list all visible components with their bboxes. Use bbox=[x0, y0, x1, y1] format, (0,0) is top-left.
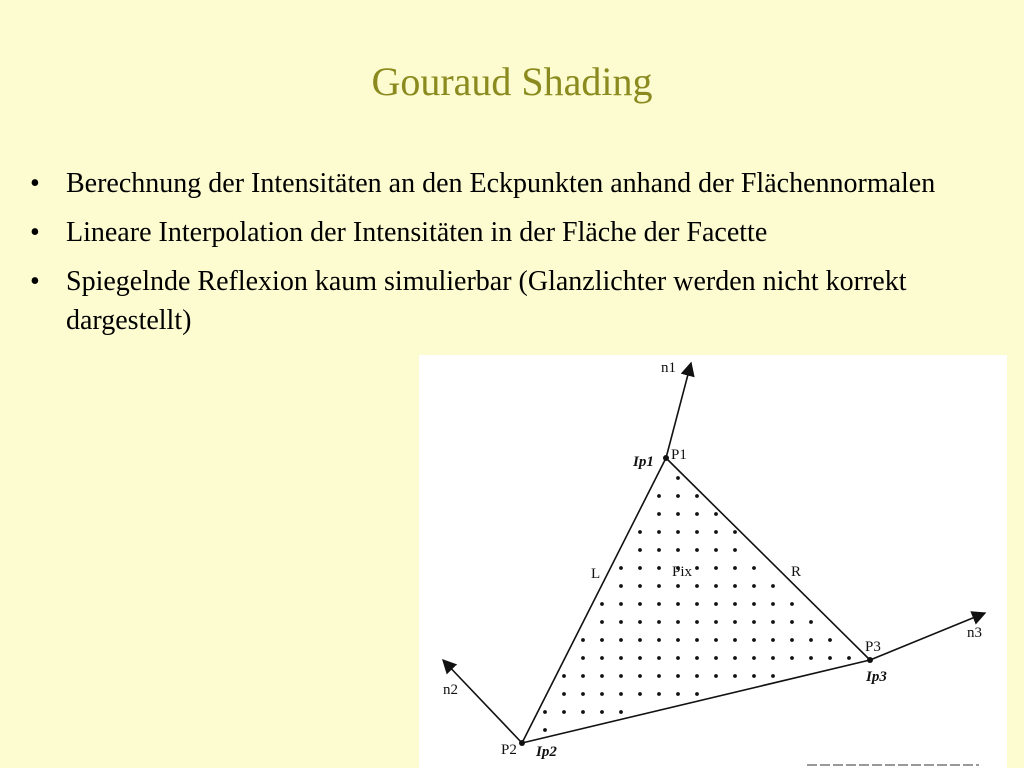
label-n3: n3 bbox=[967, 625, 982, 641]
pixel-dot bbox=[676, 674, 680, 678]
pixel-dot bbox=[771, 656, 775, 660]
pixel-dot bbox=[790, 656, 794, 660]
slide-title: Gouraud Shading bbox=[371, 59, 653, 104]
pixel-dot bbox=[581, 692, 585, 696]
pixel-dot bbox=[619, 638, 623, 642]
pixel-dot bbox=[828, 656, 832, 660]
pixel-dot bbox=[657, 638, 661, 642]
pixel-dot bbox=[676, 656, 680, 660]
pixel-dot bbox=[771, 584, 775, 588]
pixel-dot bbox=[790, 638, 794, 642]
label-l: L bbox=[591, 566, 601, 582]
pixel-dot bbox=[600, 620, 604, 624]
pixel-dot bbox=[695, 656, 699, 660]
pixel-dot bbox=[676, 584, 680, 588]
label-ip3: Ip3 bbox=[866, 669, 887, 685]
pixel-dot bbox=[638, 620, 642, 624]
pixel-dot bbox=[638, 674, 642, 678]
pixel-dot bbox=[638, 548, 642, 552]
bullet-list bbox=[30, 164, 1005, 350]
pixel-dot bbox=[752, 638, 756, 642]
pixel-dot bbox=[619, 620, 623, 624]
pixel-dot bbox=[771, 620, 775, 624]
pixel-dot bbox=[619, 566, 623, 570]
pixel-dot bbox=[733, 530, 737, 534]
gouraud-diagram bbox=[419, 355, 1007, 768]
pixel-dot bbox=[543, 728, 547, 732]
pixel-dot bbox=[657, 692, 661, 696]
pixel-dot bbox=[695, 692, 699, 696]
vertex-p2 bbox=[519, 740, 525, 746]
pixel-dot bbox=[752, 674, 756, 678]
pixel-dot bbox=[600, 638, 604, 642]
pixel-dot bbox=[638, 584, 642, 588]
pixel-dot bbox=[600, 710, 604, 714]
bullet-text: Berechnung der Intensitäten an den Eckpunkten anhand der Flächennormalen bbox=[66, 168, 936, 199]
pixel-dot bbox=[771, 602, 775, 606]
bullet-text: Lineare Interpolation der Intensitäten in der Fläche der Facette bbox=[66, 217, 768, 248]
pixel-dot bbox=[847, 656, 851, 660]
label-p2: P2 bbox=[501, 742, 517, 758]
pixel-dot bbox=[809, 656, 813, 660]
pixel-dot bbox=[771, 674, 775, 678]
pixel-dot bbox=[695, 548, 699, 552]
label-n1: n1 bbox=[661, 360, 676, 376]
pixel-dot bbox=[657, 602, 661, 606]
pixel-dot bbox=[733, 638, 737, 642]
pixel-dot bbox=[562, 692, 566, 696]
pixel-dot-grid bbox=[543, 476, 851, 732]
pixel-dot bbox=[733, 584, 737, 588]
pixel-dot bbox=[638, 656, 642, 660]
pixel-dot bbox=[809, 620, 813, 624]
pixel-dot bbox=[581, 638, 585, 642]
pixel-dot bbox=[657, 494, 661, 498]
pixel-dot bbox=[619, 710, 623, 714]
pixel-dot bbox=[714, 584, 718, 588]
bullet-item bbox=[30, 262, 1005, 340]
pixel-dot bbox=[676, 494, 680, 498]
pixel-dot bbox=[714, 602, 718, 606]
pixel-dot bbox=[733, 656, 737, 660]
pixel-dot bbox=[695, 494, 699, 498]
pixel-dot bbox=[714, 656, 718, 660]
pixel-dot bbox=[676, 476, 680, 480]
pixel-dot bbox=[714, 638, 718, 642]
pixel-dot bbox=[752, 602, 756, 606]
pixel-dot bbox=[676, 548, 680, 552]
pixel-dot bbox=[657, 548, 661, 552]
pixel-dot bbox=[657, 674, 661, 678]
bullet-text: Spiegelnde Reflexion kaum simulierbar (Glanzlichter werden nicht korrekt dargestellt) bbox=[66, 266, 907, 336]
pixel-dot bbox=[657, 566, 661, 570]
label-n2: n2 bbox=[443, 682, 458, 698]
pixel-dot bbox=[600, 692, 604, 696]
edge-p1-p2 bbox=[522, 458, 666, 743]
pixel-dot bbox=[676, 620, 680, 624]
pixel-dot bbox=[581, 710, 585, 714]
pixel-dot bbox=[695, 566, 699, 570]
vertex-p1 bbox=[663, 455, 669, 461]
pixel-dot bbox=[657, 656, 661, 660]
pixel-dot bbox=[733, 548, 737, 552]
pixel-dot bbox=[600, 656, 604, 660]
pixel-dot bbox=[790, 620, 794, 624]
label-pix: Pix bbox=[672, 564, 693, 580]
pixel-dot bbox=[657, 530, 661, 534]
pixel-dot bbox=[581, 674, 585, 678]
pixel-dot bbox=[714, 620, 718, 624]
pixel-dot bbox=[752, 566, 756, 570]
pixel-dot bbox=[695, 530, 699, 534]
bullet-item bbox=[30, 213, 1005, 252]
pixel-dot bbox=[695, 620, 699, 624]
pixel-dot bbox=[619, 602, 623, 606]
pixel-dot bbox=[714, 512, 718, 516]
pixel-dot bbox=[733, 566, 737, 570]
normal-n2-arrow bbox=[443, 660, 522, 743]
pixel-dot bbox=[714, 530, 718, 534]
edge-p2-p3 bbox=[522, 660, 870, 743]
bullet-marker: • bbox=[30, 266, 40, 297]
pixel-dot bbox=[695, 638, 699, 642]
pixel-dot bbox=[828, 638, 832, 642]
pixel-dot bbox=[752, 584, 756, 588]
label-ip2: Ip2 bbox=[536, 744, 557, 760]
pixel-dot bbox=[657, 584, 661, 588]
pixel-dot bbox=[638, 692, 642, 696]
bullet-marker: • bbox=[30, 217, 40, 248]
pixel-dot bbox=[676, 530, 680, 534]
pixel-dot bbox=[619, 692, 623, 696]
pixel-dot bbox=[638, 638, 642, 642]
pixel-dot bbox=[676, 512, 680, 516]
edge-p1-p3 bbox=[666, 458, 870, 660]
pixel-dot bbox=[543, 710, 547, 714]
pixel-dot bbox=[771, 638, 775, 642]
pixel-dot bbox=[714, 548, 718, 552]
label-p3: P3 bbox=[865, 639, 881, 655]
label-r: R bbox=[791, 564, 802, 580]
pixel-dot bbox=[733, 602, 737, 606]
pixel-dot bbox=[619, 584, 623, 588]
pixel-dot bbox=[695, 584, 699, 588]
pixel-dot bbox=[676, 638, 680, 642]
normal-n1-arrow bbox=[666, 363, 691, 458]
pixel-dot bbox=[581, 656, 585, 660]
pixel-dot bbox=[638, 602, 642, 606]
pixel-dot bbox=[562, 674, 566, 678]
pixel-dot bbox=[638, 530, 642, 534]
pixel-dot bbox=[695, 674, 699, 678]
pixel-dot bbox=[657, 512, 661, 516]
pixel-dot bbox=[562, 710, 566, 714]
pixel-dot bbox=[676, 602, 680, 606]
pixel-dot bbox=[809, 638, 813, 642]
pixel-dot bbox=[676, 692, 680, 696]
pixel-dot bbox=[695, 602, 699, 606]
vertex-p3 bbox=[867, 657, 873, 663]
bullet-item bbox=[30, 164, 1005, 203]
pixel-dot bbox=[714, 566, 718, 570]
pixel-dot bbox=[619, 674, 623, 678]
gouraud-diagram-svg bbox=[419, 355, 1007, 768]
pixel-dot bbox=[619, 656, 623, 660]
pixel-dot bbox=[752, 656, 756, 660]
pixel-dot bbox=[600, 674, 604, 678]
label-p1: P1 bbox=[671, 447, 687, 463]
pixel-dot bbox=[714, 674, 718, 678]
label-ip1: Ip1 bbox=[633, 454, 654, 470]
pixel-dot bbox=[733, 674, 737, 678]
pixel-dot bbox=[600, 602, 604, 606]
pixel-dot bbox=[790, 602, 794, 606]
pixel-dot bbox=[733, 620, 737, 624]
pixel-dot bbox=[752, 620, 756, 624]
bullet-marker: • bbox=[30, 168, 40, 199]
pixel-dot bbox=[638, 566, 642, 570]
pixel-dot bbox=[657, 620, 661, 624]
pixel-dot bbox=[695, 512, 699, 516]
